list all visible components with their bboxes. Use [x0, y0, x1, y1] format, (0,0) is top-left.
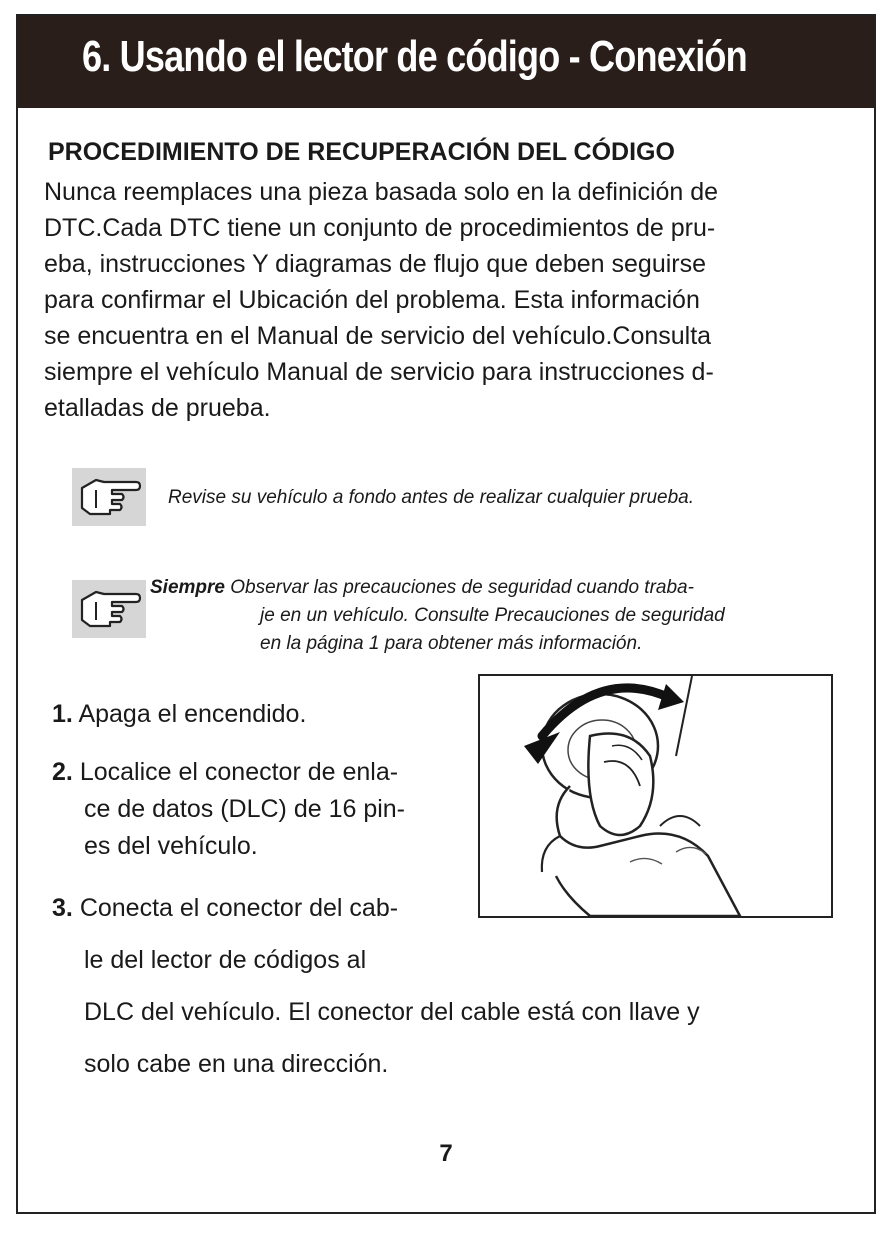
step-text: Conecta el conector del cab- — [79, 894, 399, 922]
note-text — [150, 574, 850, 658]
intro-line: eba, instrucciones Y diagramas de flujo que deben seguirse — [44, 250, 707, 278]
intro-line: para confirmar el Ubicación del problema. Esta información — [44, 286, 700, 314]
step-text: le del lector de códigos al — [84, 946, 367, 974]
intro-line: se encuentra en el Manual de servicio del vehículo.Consulta — [44, 322, 712, 350]
hand-turning-ignition-key-icon — [478, 674, 833, 918]
step-number: 2. — [52, 758, 73, 786]
intro-paragraph — [44, 174, 849, 426]
step-text: Localice el conector de enla- — [79, 758, 399, 786]
intro-line: siempre el vehículo Manual de servicio para instrucciones d- — [44, 358, 714, 386]
note-line: Revise su vehículo a fondo antes de realizar cualquier prueba. — [168, 487, 694, 508]
step-text: Apaga el encendido. — [78, 700, 307, 728]
step-text: es del vehículo. — [84, 832, 258, 860]
note-line: Observar las precauciones de seguridad cuando traba- — [230, 577, 694, 598]
step-text: solo cabe en una dirección. — [84, 1050, 389, 1078]
note-line: je en un vehículo. Consulte Precauciones de seguridad — [260, 605, 725, 626]
page-title: 6. Usando el lector de código - Conexión — [82, 32, 747, 81]
intro-line: Nunca reemplaces una pieza basada solo en la definición de — [44, 178, 719, 206]
page-frame — [16, 14, 876, 1214]
note-text — [168, 484, 694, 512]
step-2 — [52, 754, 405, 865]
pointing-hand-icon — [72, 580, 146, 638]
step-text: ce de datos (DLC) de 16 pin- — [84, 795, 406, 823]
step-text: DLC del vehículo. El conector del cable está con llave y — [84, 998, 700, 1026]
section-heading: PROCEDIMIENTO DE RECUPERACIÓN DEL CÓDIGO — [48, 138, 675, 166]
pointing-hand-icon — [72, 468, 146, 526]
note-line: en la página 1 para obtener más información. — [260, 633, 643, 654]
header-bar — [18, 16, 874, 108]
step-1 — [52, 696, 306, 733]
intro-line: DTC.Cada DTC tiene un conjunto de procedimientos de pru- — [44, 214, 716, 242]
step-number: 1. — [52, 700, 73, 728]
page-number: 7 — [439, 1140, 453, 1167]
intro-line: etalladas de prueba. — [44, 394, 271, 422]
step-number: 3. — [52, 894, 73, 922]
note-strong: Siempre — [150, 577, 225, 598]
